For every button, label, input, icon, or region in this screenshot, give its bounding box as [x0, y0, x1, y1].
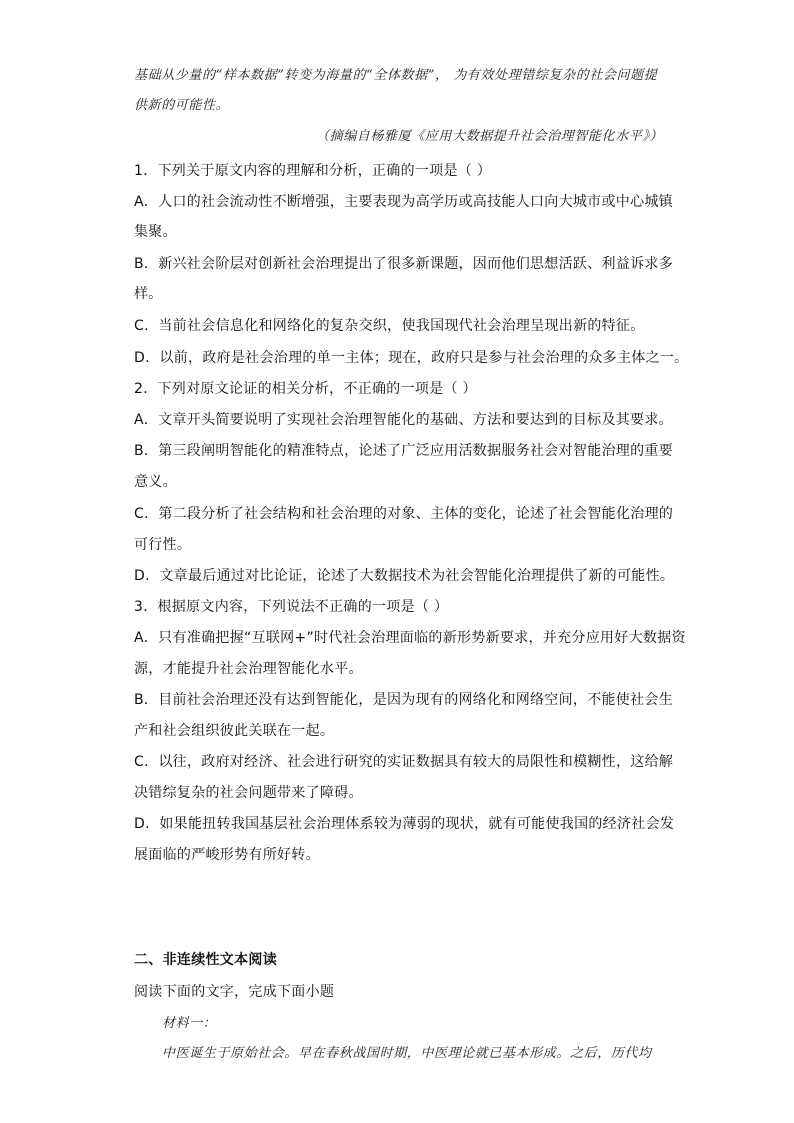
section-heading: 二、非连续性文本阅读: [134, 952, 277, 968]
q1-option-c: C．当前社会信息化和网络化的复杂交织，使我国现代社会治理呈现出新的特征。: [134, 318, 645, 334]
q2-option-c-line-1: C．第二段分析了社会结构和社会治理的对象、主体的变化，论述了社会智能化治理的: [134, 506, 674, 522]
q3-option-c-line-2: 决错综复杂的社会问题带来了障碍。: [134, 785, 363, 801]
question-3-stem: 3．根据原文内容，下列说法不正确的一项是（ ）: [134, 599, 449, 615]
q3-option-b-line-1: B．目前社会治理还没有达到智能化，是因为现有的网络化和网络空间，不能使社会生: [134, 692, 674, 708]
q3-option-a-line-1: A．只有准确把握“互联网+”时代社会治理面临的新形势新要求，并充分应用好大数据资: [134, 630, 686, 646]
source-citation: （摘编自杨雅厦《应用大数据提升社会治理智能化水平》）: [316, 129, 664, 144]
q2-option-b-line-1: B．第三段阐明智能化的精准特点，论述了广泛应用活数据服务社会对智能治理的重要: [134, 443, 674, 459]
q3-option-b-line-2: 产和社会组织彼此关联在一起。: [134, 723, 335, 739]
question-2-stem: 2．下列对原文论证的相关分析，不正确的一项是（ ）: [134, 381, 477, 397]
q2-option-c-line-2: 可行性。: [134, 537, 192, 553]
q1-option-a-line-2: 集聚。: [134, 224, 177, 240]
q3-option-a-line-2: 源，才能提升社会治理智能化水平。: [134, 661, 363, 677]
q1-option-b-line-1: B．新兴社会阶层对创新社会治理提出了很多新课题，因而他们思想活跃、利益诉求多: [134, 256, 674, 272]
question-1-stem: 1．下列关于原文内容的理解和分析，正确的一项是（ ）: [134, 163, 492, 179]
q3-option-c-line-1: C．以往，政府对经济、社会进行研究的实证数据具有较大的局限性和模糊性，这给解: [134, 754, 674, 770]
q2-option-b-line-2: 意义。: [134, 474, 177, 490]
q1-option-b-line-2: 样。: [134, 286, 163, 302]
intro-line-2: 供新的可能性。: [134, 98, 230, 113]
q2-option-d: D．文章最后通过对比论证，论述了大数据技术为社会智能化治理提供了新的可能性。: [134, 568, 675, 584]
q3-option-d-line-1: D．如果能扭转我国基层社会治理体系较为薄弱的现状，就有可能使我国的经济社会发: [134, 816, 675, 832]
material-label: 材料一：: [162, 1016, 217, 1031]
section-instruction: 阅读下面的文字，完成下面小题: [134, 984, 335, 1000]
q1-option-a-line-1: A．人口的社会流动性不断增强，主要表现为高学历或高技能人口向大城市或中心城镇: [134, 194, 673, 210]
q1-option-d: D．以前，政府是社会治理的单一主体；现在，政府只是参与社会治理的众多主体之一。: [134, 350, 689, 366]
q3-option-d-line-2: 展面临的严峻形势有所好转。: [134, 847, 320, 863]
material-text-line-1: 中医诞生于原始社会。早在春秋战国时期，中医理论就已基本形成。之后，历代均: [162, 1046, 652, 1061]
intro-line-1: 基础从少量的“样本数据”转变为海量的“全体数据”， 为有效处理错综复杂的社会问题提: [134, 68, 658, 83]
q2-option-a: A．文章开头简要说明了实现社会治理智能化的基础、方法和要达到的目标及其要求。: [134, 412, 673, 428]
